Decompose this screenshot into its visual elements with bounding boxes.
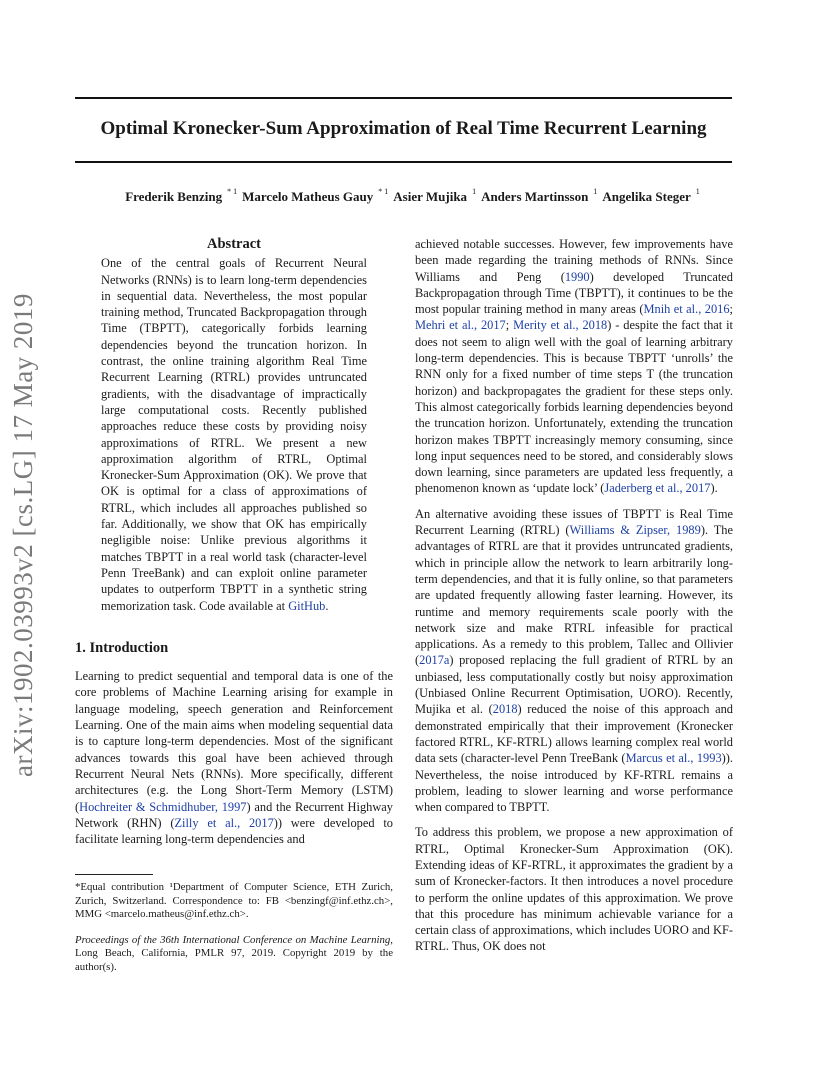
section-heading-introduction: 1. Introduction [75,639,169,656]
citation-link[interactable]: Zilly et al., 2017 [174,815,274,830]
citation-link[interactable]: Marcus et al., 1993 [625,751,722,766]
author-list [60,189,760,205]
citation-link[interactable]: 2017a [419,653,450,668]
citation-link[interactable]: Jaderberg et al., 2017 [604,481,711,496]
right-paragraph-1: achieved notable successes. However, few improvements have been made regarding the training methods of RNNs. Since Williams and Peng (1990) developed Truncated Backpropagation through Time (TBPTT), it continues to be the most popular training method in many areas (Mnih et al., 2016; Mehri et al., 2017; Merity et al., 2018) - despite the fact that it does not seem to align well with the goal of learning arbitrary long-term dependencies. This is because TBPTT ‘unrolls’ the RNN only for a fixed number of time steps T (the truncation horizon) and backpropagates the gradient for these steps only. This almost categorically forbids learning dependencies beyond the truncation horizon. Unfortunately, extending the truncation horizon makes TBPTT increasingly memory consuming, since long input sequences need to be stored, and considerably slows down learning, since parameters are updated less frequently, a phenomenon known as ‘update lock’ (Jaderberg et al., 2017). [415,237,733,496]
top-rule [75,97,732,99]
author-entry [388,189,476,204]
author-name: Asier Mujika [393,189,468,204]
proceedings-note: Proceedings of the 36th International Conference on Machine Learning, Long Beach, California, PMLR 97, 2019. Copyright 2019 by the author(s). [75,933,393,973]
author-affiliation-mark: 1 [695,187,700,196]
citation-link[interactable]: Hochreiter & Schmidhuber, 1997 [79,799,247,814]
github-link[interactable]: GitHub [288,598,326,613]
footnote-affiliations: *Equal contribution ¹Department of Computer Science, ETH Zurich, Zurich, Switzerland. Correspondence to: FB <benzingf@inf.ethz.ch>, MMG <marcelo.matheus@inf.ethz.ch>. [75,881,393,921]
abstract-body: One of the central goals of Recurrent Neural Networks (RNNs) is to learn long-term dependencies in sequential data. Nevertheless, the most popular training method, Truncated Backpropagation through Time (TBPTT), categorically forbids learning dependencies beyond the truncation horizon. In contrast, the online training algorithm Real Time Recurrent Learning (RTRL) provides untruncated gradients, with the disadvantage of impractically large computational costs. Recently published approaches reduce these costs by providing noisy approximations of RTRL. We present a new approximation algorithm of RTRL, Optimal Kronecker-Sum Approximation (OK). We prove that OK is optimal for a class of approximations of RTRL, which includes all approaches published so far. Additionally, we show that OK has empirically negligible noise: Unlike previous algorithms it matches TBPTT in a real world task (character-level Penn TreeBank) and can exploit online parameter updates to outperform TBPTT in a synthetic string memorization task. Code available at [101,256,367,613]
footnote-rule [75,874,153,875]
footnotes [75,874,393,975]
abstract-heading: Abstract [207,236,261,252]
right-paragraph-2: An alternative avoiding these issues of TBPTT is Real Time Recurrent Learning (RTRL) (Williams & Zipser, 1989). The advantages of RTRL are that it provides untruncated gradients, which in principle allow the network to learn arbitrarily long-term dependencies, and that it is fully online, so that parameters are updated frequently allowing faster learning. However, its runtime and memory requirements scale poorly with the network size and make RTRL infeasible for practical applications. As a remedy to this problem, Tallec and Ollivier (2017a) proposed replacing the full gradient of RTRL by an unbiased, less computationally costly but noisy approximation (Unbiased Online Recurrent Optimisation, UORO). Recently, Mujika et al. (2018) reduced the noise of this approach and demonstrated empirically that their improvement (Kronecker factored RTRL, KF-RTRL) allows learning complex real world data sets (character-level Penn TreeBank (Marcus et al., 1993)). Nevertheless, the noise introduced by KF-RTRL remains a problem, leading to slower learning and worse performance when compared to TBPTT. [415,506,733,815]
abstract-end: . [325,598,329,613]
author-entry [120,189,237,204]
right-column [415,236,733,964]
author-name: Frederik Benzing [125,189,223,204]
left-column [75,236,393,856]
paper-title: Optimal Kronecker-Sum Approximation of Real Time Recurrent Learning [100,118,707,139]
citation-link[interactable]: 1990 [564,269,590,284]
citation-link[interactable]: Mnih et al., 2016 [643,302,730,317]
author-affiliation-mark: 1 [593,187,598,196]
author-entry [597,189,699,204]
author-entry [237,189,388,204]
intro-paragraph-1: Learning to predict sequential and temporal data is one of the core problems of Machine Learning arising for example in language modeling, speech generation and Reinforcement Learning. One of the main aims when modeling sequential data is to capture long-term dependencies. Most of the significant advances towards this goal have been achieved through Recurrent Neural Nets (RNNs). More specifically, different architectures (e.g. the Long Short-Term Memory (LSTM) (Hochreiter & Schmidhuber, 1997) and the Recurrent Highway Network (RHN) (Zilly et al., 2017)) were developed to facilitate learning long-term dependencies and [75,669,393,847]
title-bottom-rule [75,161,732,163]
arxiv-identifier: arXiv:1902.03993v2 [cs.LG] 17 May 2019 [8,293,38,777]
citation-link[interactable]: Mehri et al., 2017 [415,318,506,333]
citation-link[interactable]: Merity et al., 2018 [513,318,608,333]
right-paragraph-3: To address this problem, we propose a new approximation of RTRL, Optimal Kronecker-Sum Approximation (OK). Extending ideas of KF-RTRL, it approximates the gradient by a sum of Kronecker-factors. It then introduces a novel procedure to perform the online updates of this approximation. We prove that this procedure has minimum achievable variance for a certain class of approximations, which includes UORO and KF-RTRL. Thus, OK does not [415,825,733,954]
abstract-text [101,255,367,614]
author-affiliation-mark: * 1 [378,187,389,196]
author-name: Angelika Steger [602,189,691,204]
author-affiliation-mark: * 1 [227,187,238,196]
author-name: Anders Martinsson [481,189,589,204]
author-name: Marcelo Matheus Gauy [242,189,374,204]
citation-link[interactable]: Williams & Zipser, 1989 [569,523,701,538]
citation-link[interactable]: 2018 [492,702,518,717]
author-affiliation-mark: 1 [472,187,477,196]
author-entry [476,189,597,204]
